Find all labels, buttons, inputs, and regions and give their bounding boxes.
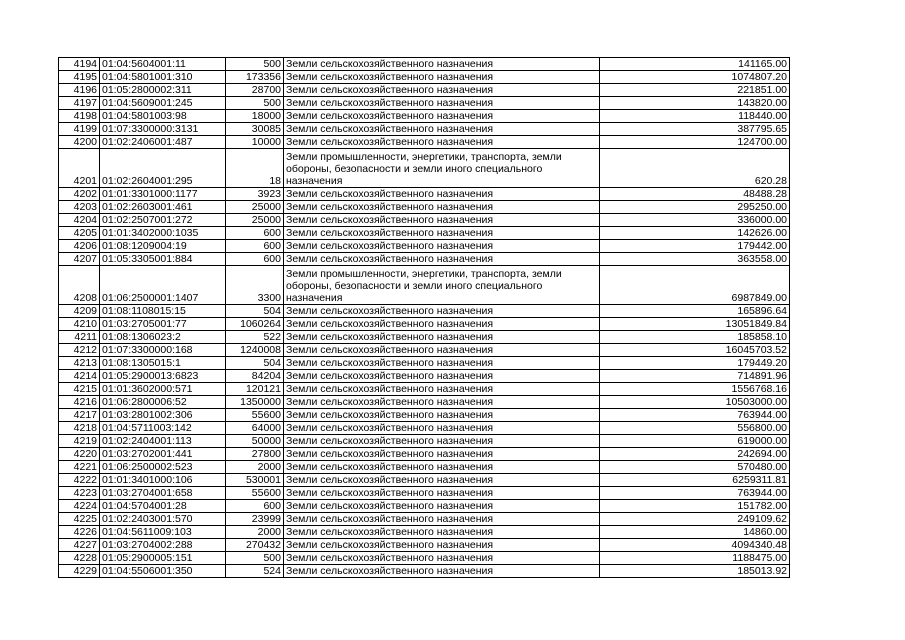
- area-value: 522: [226, 331, 284, 344]
- land-category: Земли сельскохозяйственного назначения: [284, 71, 600, 84]
- cadastral-number: 01:04:5506001:350: [100, 565, 226, 578]
- row-number: 4199: [59, 123, 100, 136]
- area-value: 524: [226, 565, 284, 578]
- row-number: 4205: [59, 227, 100, 240]
- table-row: [59, 487, 790, 500]
- cadastral-number: 01:06:2800006:52: [100, 396, 226, 409]
- land-category: Земли промышленности, энергетики, транспорта, земли обороны, безопасности и земли иного специального назначения: [284, 266, 600, 305]
- area-value: 18: [226, 149, 284, 188]
- table-row: [59, 253, 790, 266]
- row-number: 4221: [59, 461, 100, 474]
- cadastral-number: 01:04:5604001:11: [100, 58, 226, 71]
- land-category: Земли сельскохозяйственного назначения: [284, 448, 600, 461]
- cadastral-value: 1074807.20: [600, 71, 790, 84]
- cadastral-number: 01:05:2900013:6823: [100, 370, 226, 383]
- row-number: 4198: [59, 110, 100, 123]
- cadastral-value: 6987849.00: [600, 266, 790, 305]
- table-row: [59, 240, 790, 253]
- cadastral-value: 4094340.48: [600, 539, 790, 552]
- area-value: 600: [226, 227, 284, 240]
- area-value: 1240008: [226, 344, 284, 357]
- area-value: 173356: [226, 71, 284, 84]
- area-value: 500: [226, 58, 284, 71]
- area-value: 270432: [226, 539, 284, 552]
- table-row: [59, 422, 790, 435]
- cadastral-number: 01:03:2704001:658: [100, 487, 226, 500]
- row-number: 4227: [59, 539, 100, 552]
- cadastral-value: 556800.00: [600, 422, 790, 435]
- land-category: Земли сельскохозяйственного назначения: [284, 188, 600, 201]
- table-row: [59, 266, 790, 305]
- cadastral-number: 01:07:3300000:168: [100, 344, 226, 357]
- land-category: Земли сельскохозяйственного назначения: [284, 214, 600, 227]
- table-row: [59, 123, 790, 136]
- cadastral-value: 185013.92: [600, 565, 790, 578]
- row-number: 4208: [59, 266, 100, 305]
- row-number: 4195: [59, 71, 100, 84]
- land-category: Земли сельскохозяйственного назначения: [284, 240, 600, 253]
- area-value: 30085: [226, 123, 284, 136]
- table-row: [59, 110, 790, 123]
- row-number: 4218: [59, 422, 100, 435]
- cadastral-value: 619000.00: [600, 435, 790, 448]
- land-category: Земли сельскохозяйственного назначения: [284, 422, 600, 435]
- table-row: [59, 136, 790, 149]
- cadastral-number: 01:06:2500001:1407: [100, 266, 226, 305]
- area-value: 28700: [226, 84, 284, 97]
- cadastral-number: 01:04:5801003:98: [100, 110, 226, 123]
- row-number: 4204: [59, 214, 100, 227]
- cadastral-value: 620.28: [600, 149, 790, 188]
- land-category: Земли сельскохозяйственного назначения: [284, 370, 600, 383]
- cadastral-number: 01:05:2900005:151: [100, 552, 226, 565]
- table-row: [59, 84, 790, 97]
- table-row: [59, 435, 790, 448]
- cadastral-value: 570480.00: [600, 461, 790, 474]
- cadastral-number: 01:01:3401000:106: [100, 474, 226, 487]
- cadastral-value: 16045703.52: [600, 344, 790, 357]
- area-value: 500: [226, 552, 284, 565]
- cadastral-number: 01:01:3602000:571: [100, 383, 226, 396]
- cadastral-number: 01:02:2406001:487: [100, 136, 226, 149]
- table-row: [59, 539, 790, 552]
- area-value: 504: [226, 357, 284, 370]
- land-category: Земли сельскохозяйственного назначения: [284, 565, 600, 578]
- land-category: Земли сельскохозяйственного назначения: [284, 487, 600, 500]
- cadastral-number: 01:07:3300000:3131: [100, 123, 226, 136]
- table-row: [59, 448, 790, 461]
- table-row: [59, 357, 790, 370]
- area-value: 600: [226, 500, 284, 513]
- area-value: 55600: [226, 409, 284, 422]
- row-number: 4203: [59, 201, 100, 214]
- table-row: [59, 227, 790, 240]
- land-category: Земли сельскохозяйственного назначения: [284, 97, 600, 110]
- area-value: 600: [226, 253, 284, 266]
- document-page: [58, 57, 790, 578]
- cadastral-number: 01:08:1306023:2: [100, 331, 226, 344]
- table-row: [59, 383, 790, 396]
- land-category: Земли сельскохозяйственного назначения: [284, 305, 600, 318]
- cadastral-number: 01:08:1209004:19: [100, 240, 226, 253]
- table-row: [59, 526, 790, 539]
- row-number: 4209: [59, 305, 100, 318]
- cadastral-value: 714891.96: [600, 370, 790, 383]
- area-value: 2000: [226, 461, 284, 474]
- land-category: Земли сельскохозяйственного назначения: [284, 539, 600, 552]
- cadastral-value: 6259311.81: [600, 474, 790, 487]
- area-value: 25000: [226, 214, 284, 227]
- table-row: [59, 370, 790, 383]
- table-row: [59, 396, 790, 409]
- cadastral-number: 01:02:2603001:461: [100, 201, 226, 214]
- row-number: 4202: [59, 188, 100, 201]
- row-number: 4225: [59, 513, 100, 526]
- cadastral-value: 48488.28: [600, 188, 790, 201]
- cadastral-number: 01:03:2705001:77: [100, 318, 226, 331]
- cadastral-number: 01:08:1305015:1: [100, 357, 226, 370]
- land-category: Земли сельскохозяйственного назначения: [284, 84, 600, 97]
- row-number: 4223: [59, 487, 100, 500]
- land-category: Земли промышленности, энергетики, транспорта, земли обороны, безопасности и земли иного специального назначения: [284, 149, 600, 188]
- row-number: 4207: [59, 253, 100, 266]
- cadastral-value: 13051849.84: [600, 318, 790, 331]
- area-value: 3923: [226, 188, 284, 201]
- cadastral-value: 1188475.00: [600, 552, 790, 565]
- area-value: 600: [226, 240, 284, 253]
- row-number: 4219: [59, 435, 100, 448]
- land-category: Земли сельскохозяйственного назначения: [284, 331, 600, 344]
- area-value: 27800: [226, 448, 284, 461]
- cadastral-value: 142626.00: [600, 227, 790, 240]
- table-row: [59, 58, 790, 71]
- area-value: 18000: [226, 110, 284, 123]
- area-value: 1060264: [226, 318, 284, 331]
- cadastral-number: 01:04:5609001:245: [100, 97, 226, 110]
- cadastral-value: 221851.00: [600, 84, 790, 97]
- land-category: Земли сельскохозяйственного назначения: [284, 513, 600, 526]
- row-number: 4196: [59, 84, 100, 97]
- table-row: [59, 500, 790, 513]
- land-category: Земли сельскохозяйственного назначения: [284, 435, 600, 448]
- area-value: 504: [226, 305, 284, 318]
- cadastral-value: 165896.64: [600, 305, 790, 318]
- area-value: 10000: [226, 136, 284, 149]
- land-category: Земли сельскохозяйственного назначения: [284, 253, 600, 266]
- cadastral-number: 01:05:3305001:884: [100, 253, 226, 266]
- row-number: 4212: [59, 344, 100, 357]
- cadastral-value: 118440.00: [600, 110, 790, 123]
- row-number: 4224: [59, 500, 100, 513]
- row-number: 4200: [59, 136, 100, 149]
- table-row: [59, 474, 790, 487]
- cadastral-number: 01:05:2800002:311: [100, 84, 226, 97]
- cadastral-value: 1556768.16: [600, 383, 790, 396]
- area-value: 25000: [226, 201, 284, 214]
- cadastral-number: 01:02:2403001:570: [100, 513, 226, 526]
- area-value: 2000: [226, 526, 284, 539]
- land-category: Земли сельскохозяйственного назначения: [284, 552, 600, 565]
- area-value: 1350000: [226, 396, 284, 409]
- cadastral-value: 124700.00: [600, 136, 790, 149]
- area-value: 64000: [226, 422, 284, 435]
- row-number: 4197: [59, 97, 100, 110]
- cadastral-number: 01:04:5711003:142: [100, 422, 226, 435]
- cadastral-number: 01:04:5611009:103: [100, 526, 226, 539]
- row-number: 4216: [59, 396, 100, 409]
- cadastral-value: 387795.65: [600, 123, 790, 136]
- row-number: 4206: [59, 240, 100, 253]
- table-row: [59, 71, 790, 84]
- table-row: [59, 513, 790, 526]
- cadastral-value: 185858.10: [600, 331, 790, 344]
- row-number: 4210: [59, 318, 100, 331]
- cadastral-value: 763944.00: [600, 409, 790, 422]
- land-category: Земли сельскохозяйственного назначения: [284, 136, 600, 149]
- cadastral-value: 249109.62: [600, 513, 790, 526]
- table-row: [59, 344, 790, 357]
- row-number: 4217: [59, 409, 100, 422]
- table-row: [59, 552, 790, 565]
- cadastral-value: 141165.00: [600, 58, 790, 71]
- row-number: 4229: [59, 565, 100, 578]
- row-number: 4211: [59, 331, 100, 344]
- cadastral-number: 01:02:2507001:272: [100, 214, 226, 227]
- table-row: [59, 201, 790, 214]
- row-number: 4226: [59, 526, 100, 539]
- cadastral-number: 01:04:5704001:28: [100, 500, 226, 513]
- area-value: 84204: [226, 370, 284, 383]
- area-value: 55600: [226, 487, 284, 500]
- land-plots-table: [58, 57, 790, 578]
- table-row: [59, 188, 790, 201]
- cadastral-value: 179449.20: [600, 357, 790, 370]
- cadastral-number: 01:03:2704002:288: [100, 539, 226, 552]
- land-category: Земли сельскохозяйственного назначения: [284, 461, 600, 474]
- area-value: 50000: [226, 435, 284, 448]
- land-category: Земли сельскохозяйственного назначения: [284, 409, 600, 422]
- table-row: [59, 331, 790, 344]
- cadastral-value: 14860.00: [600, 526, 790, 539]
- table-row: [59, 214, 790, 227]
- land-category: Земли сельскохозяйственного назначения: [284, 500, 600, 513]
- cadastral-value: 143820.00: [600, 97, 790, 110]
- row-number: 4194: [59, 58, 100, 71]
- table-row: [59, 149, 790, 188]
- land-category: Земли сельскохозяйственного назначения: [284, 526, 600, 539]
- cadastral-value: 151782.00: [600, 500, 790, 513]
- land-category: Земли сельскохозяйственного назначения: [284, 58, 600, 71]
- cadastral-number: 01:02:2604001:295: [100, 149, 226, 188]
- table-row: [59, 305, 790, 318]
- cadastral-number: 01:02:2404001:113: [100, 435, 226, 448]
- land-category: Земли сельскохозяйственного назначения: [284, 357, 600, 370]
- table-row: [59, 409, 790, 422]
- cadastral-value: 242694.00: [600, 448, 790, 461]
- row-number: 4228: [59, 552, 100, 565]
- land-category: Земли сельскохозяйственного назначения: [284, 383, 600, 396]
- row-number: 4213: [59, 357, 100, 370]
- table-row: [59, 565, 790, 578]
- area-value: 530001: [226, 474, 284, 487]
- cadastral-value: 10503000.00: [600, 396, 790, 409]
- cadastral-number: 01:01:3301000:1177: [100, 188, 226, 201]
- cadastral-number: 01:01:3402000:1035: [100, 227, 226, 240]
- land-category: Земли сельскохозяйственного назначения: [284, 396, 600, 409]
- land-category: Земли сельскохозяйственного назначения: [284, 123, 600, 136]
- cadastral-number: 01:04:5801001:310: [100, 71, 226, 84]
- row-number: 4222: [59, 474, 100, 487]
- table-row: [59, 318, 790, 331]
- cadastral-number: 01:03:2702001:441: [100, 448, 226, 461]
- area-value: 23999: [226, 513, 284, 526]
- land-category: Земли сельскохозяйственного назначения: [284, 474, 600, 487]
- cadastral-value: 295250.00: [600, 201, 790, 214]
- cadastral-value: 336000.00: [600, 214, 790, 227]
- row-number: 4201: [59, 149, 100, 188]
- land-category: Земли сельскохозяйственного назначения: [284, 110, 600, 123]
- land-category: Земли сельскохозяйственного назначения: [284, 201, 600, 214]
- table-row: [59, 461, 790, 474]
- area-value: 500: [226, 97, 284, 110]
- land-category: Земли сельскохозяйственного назначения: [284, 227, 600, 240]
- row-number: 4214: [59, 370, 100, 383]
- area-value: 3300: [226, 266, 284, 305]
- cadastral-number: 01:06:2500002:523: [100, 461, 226, 474]
- cadastral-value: 763944.00: [600, 487, 790, 500]
- area-value: 120121: [226, 383, 284, 396]
- cadastral-number: 01:08:1108015:15: [100, 305, 226, 318]
- land-category: Земли сельскохозяйственного назначения: [284, 344, 600, 357]
- row-number: 4220: [59, 448, 100, 461]
- cadastral-number: 01:03:2801002:306: [100, 409, 226, 422]
- land-category: Земли сельскохозяйственного назначения: [284, 318, 600, 331]
- table-body: [59, 58, 790, 578]
- row-number: 4215: [59, 383, 100, 396]
- table-row: [59, 97, 790, 110]
- cadastral-value: 363558.00: [600, 253, 790, 266]
- cadastral-value: 179442.00: [600, 240, 790, 253]
